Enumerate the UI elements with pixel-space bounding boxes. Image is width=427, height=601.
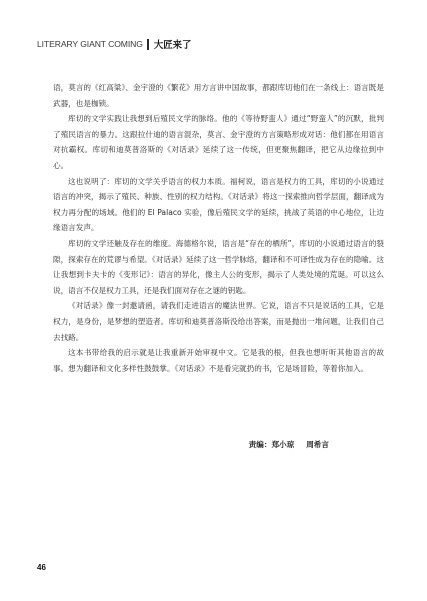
editor-label: 责编： <box>248 440 272 449</box>
header-section-en: LITERARY GIANT COMING <box>37 39 143 49</box>
paragraph-2: 库切的文学实践让我想到后殖民文学的脉络。他的《等待野蛮人》通过“野蛮人”的沉默，批判了殖民语言的暴力。这跟拉什迪的语言混杂，莫言、金宇澄的方言策略形成对话：他们都在用语言对抗霸权。库切和迪莫普洛斯的《对话录》延续了这一传统，但更聚焦翻译，把它从边缘拉到中心。 <box>53 114 384 170</box>
editor-credit <box>249 439 329 450</box>
editor-name-2: 周希言 <box>306 440 329 449</box>
header-divider-bar <box>147 39 149 50</box>
paragraph-5: 《对话录》像一封邀请函，请我们走进语言的魔法世界。它说，语言不只是说话的工具，它是权力，是身份，是梦想的塑造者。库切和迪莫普洛斯没给出答案，而是抛出一堆问题，让我们自己去找路。 <box>53 301 384 342</box>
page-number: 46 <box>37 563 46 572</box>
editor-name-1: 郑小琼 <box>271 440 295 449</box>
paragraph-4: 库切的文学还触及存在的维度。海德格尔说，语言是“存在的栖所”，库切的小说通过语言的裂隙，探索存在的荒谬与希望。《对话录》延续了这一哲学脉络，翻译和不可译性成为存在的隐喻。这让我想到卡夫卡的《变形记》：语言的异化，像主人公的变形，揭示了人类处境的荒诞。可以这么说，语言不仅是权力工具，还是我们面对存在之谜的钥匙。 <box>53 238 384 295</box>
paragraph-1: 语，莫言的《红高粱》、金宇澄的《繁花》用方言讲中国故事，都跟库切他们在一条线上：语言既是武器，也是枷锁。 <box>53 83 384 108</box>
paragraph-6: 这本书带给我的启示就是让我重新开始审视中文。它是我的根，但我也想听听其他语言的故事。想为翻译和文化多样性鼓鼓掌。《对话录》不是看完就扔的书，它是场冒险，等着你加入。 <box>53 348 384 373</box>
article-body <box>53 80 384 376</box>
header-section-cn: 大匠来了 <box>153 40 192 51</box>
paragraph-3: 这也说明了：库切的文学关乎语言的权力本质。福柯说，语言是权力的工具，库切的小说通过语言的冲突，揭示了殖民、种族、性别的权力结构。《对话录》将这一探索推向哲学层面，翻译成为权力再分配的场域。他们的 El Palaco 实验，像后殖民文学的延续，挑战了英语的中心地位，让边缘语言发声。 <box>53 176 384 233</box>
running-header <box>37 37 191 51</box>
